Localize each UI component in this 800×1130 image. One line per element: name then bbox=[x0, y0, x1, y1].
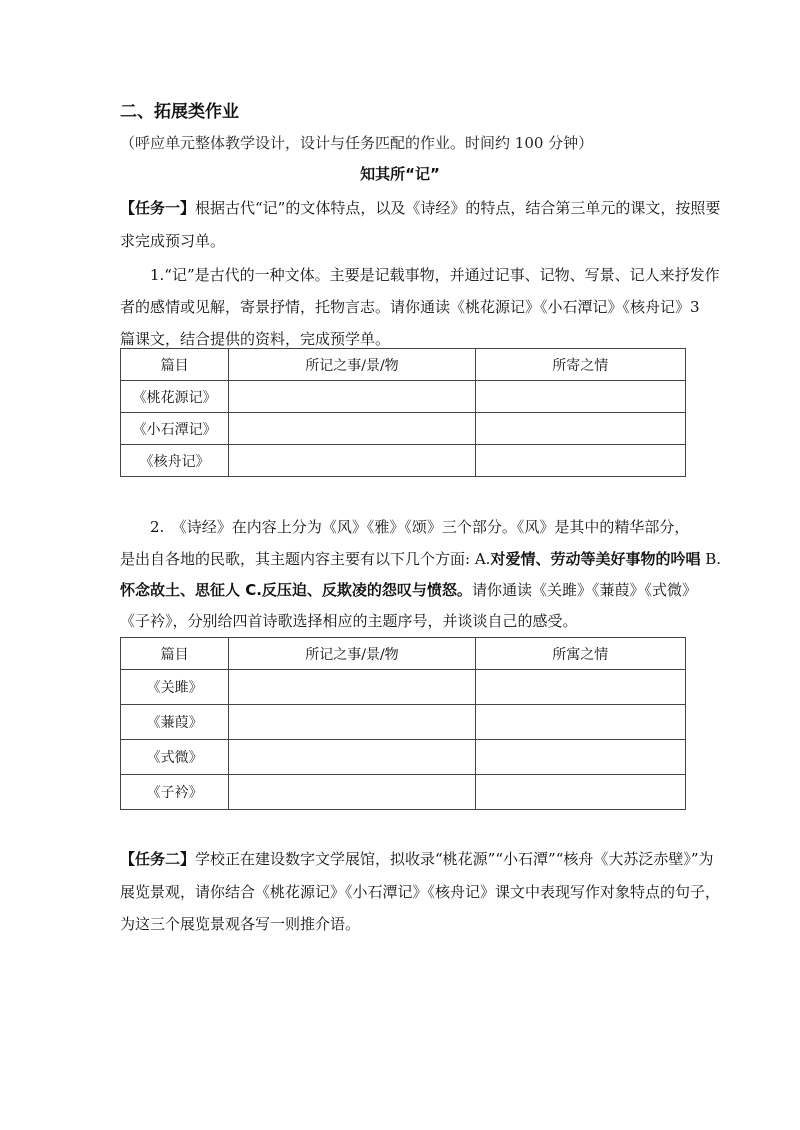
item2-line2-text: 是出自各地的民歌，其主题内容主要有以下几个方面: A. bbox=[120, 550, 491, 568]
task2-label: 【任务二】 bbox=[120, 850, 196, 868]
table-header-cell: 篇目 bbox=[121, 638, 229, 670]
item2-line3 bbox=[120, 580, 697, 600]
task2-text: 学校正在建设数字文学展馆，拟收录“桃花源”“小石潭”“核舟《大苏泛赤壁》”为 bbox=[195, 850, 714, 868]
table-row bbox=[121, 445, 686, 477]
theme-bc-text: 怀念故土、思征人 C.反压迫、反欺凌的怨叹与愤怒。 bbox=[120, 581, 472, 599]
prestudy-table-2 bbox=[120, 637, 686, 810]
answer-cell[interactable] bbox=[229, 381, 475, 413]
row-title-cell: 《子衿》 bbox=[121, 775, 229, 810]
answer-cell[interactable] bbox=[475, 381, 685, 413]
task2-line2: 展览景观，请你结合《桃花源记》《小石潭记》《核舟记》课文中表现写作对象特点的句子， bbox=[120, 883, 721, 901]
table-header-cell: 所记之事/景/物 bbox=[229, 349, 475, 381]
time-note: （呼应单元整体教学设计，设计与任务匹配的作业。时间约 100 分钟） bbox=[120, 134, 594, 152]
task1-label: 【任务一】 bbox=[120, 199, 196, 217]
table-row bbox=[121, 705, 686, 740]
answer-cell[interactable] bbox=[475, 705, 685, 740]
item1-line2: 者的感情或见解，寄景抒情，托物言志。请你通读《桃花源记》《小石潭记》《核舟记》3 bbox=[120, 298, 700, 316]
task1-line2: 求完成预习单。 bbox=[120, 232, 226, 250]
table-header-cell: 篇目 bbox=[121, 349, 229, 381]
answer-cell[interactable] bbox=[475, 413, 685, 445]
answer-cell[interactable] bbox=[475, 775, 685, 810]
table-header-row bbox=[121, 638, 686, 670]
answer-cell[interactable] bbox=[475, 740, 685, 775]
row-title-cell: 《式微》 bbox=[121, 740, 229, 775]
task2-line1 bbox=[120, 849, 714, 869]
answer-cell[interactable] bbox=[229, 670, 475, 705]
row-title-cell: 《核舟记》 bbox=[121, 445, 229, 477]
table-row bbox=[121, 775, 686, 810]
row-title-cell: 《蒹葭》 bbox=[121, 705, 229, 740]
answer-cell[interactable] bbox=[229, 775, 475, 810]
task1-text: 根据古代“记”的文体特点，以及《诗经》的特点，结合第三单元的课文，按照要 bbox=[195, 199, 721, 217]
answer-cell[interactable] bbox=[229, 705, 475, 740]
answer-cell[interactable] bbox=[229, 413, 475, 445]
section-title: 二、拓展类作业 bbox=[120, 102, 239, 122]
task1-line1 bbox=[120, 198, 720, 218]
item2-line2 bbox=[120, 549, 721, 569]
item2-line1: 2. 《诗经》在内容上分为《风》《雅》《颂》三个部分。《风》是其中的精华部分， bbox=[150, 518, 690, 536]
prestudy-table-1 bbox=[120, 348, 686, 477]
assignment-title: 知其所“记” bbox=[360, 165, 440, 183]
answer-cell[interactable] bbox=[229, 740, 475, 775]
table-row bbox=[121, 740, 686, 775]
theme-a-text: 对爱情、劳动等美好事物的吟唱 bbox=[490, 550, 701, 568]
answer-cell[interactable] bbox=[475, 445, 685, 477]
row-title-cell: 《小石潭记》 bbox=[121, 413, 229, 445]
table-row bbox=[121, 670, 686, 705]
row-title-cell: 《关雎》 bbox=[121, 670, 229, 705]
row-title-cell: 《桃花源记》 bbox=[121, 381, 229, 413]
table-header-row bbox=[121, 349, 686, 381]
item2-line3-text: 请你通读《关雎》《蒹葭》《式微》 bbox=[471, 581, 697, 599]
table-header-cell: 所记之事/景/物 bbox=[229, 638, 475, 670]
table-header-cell: 所寄之情 bbox=[475, 349, 685, 381]
answer-cell[interactable] bbox=[475, 670, 685, 705]
item2-line4: 《子衿》，分别给四首诗歌选择相应的主题序号，并谈谈自己的感受。 bbox=[120, 612, 578, 630]
task2-line3: 为这三个展览景观各写一则推介语。 bbox=[120, 915, 361, 933]
table-row bbox=[121, 381, 686, 413]
item2-line2-end: B. bbox=[700, 550, 722, 568]
answer-cell[interactable] bbox=[229, 445, 475, 477]
table-header-cell: 所寓之情 bbox=[475, 638, 685, 670]
item1-line3: 篇课文，结合提供的资料，完成预学单。 bbox=[120, 330, 391, 348]
item1-line1: 1.“记”是古代的一种文体。主要是记载事物，并通过记事、记物、写景、记人来抒发作 bbox=[150, 266, 720, 284]
table-row bbox=[121, 413, 686, 445]
